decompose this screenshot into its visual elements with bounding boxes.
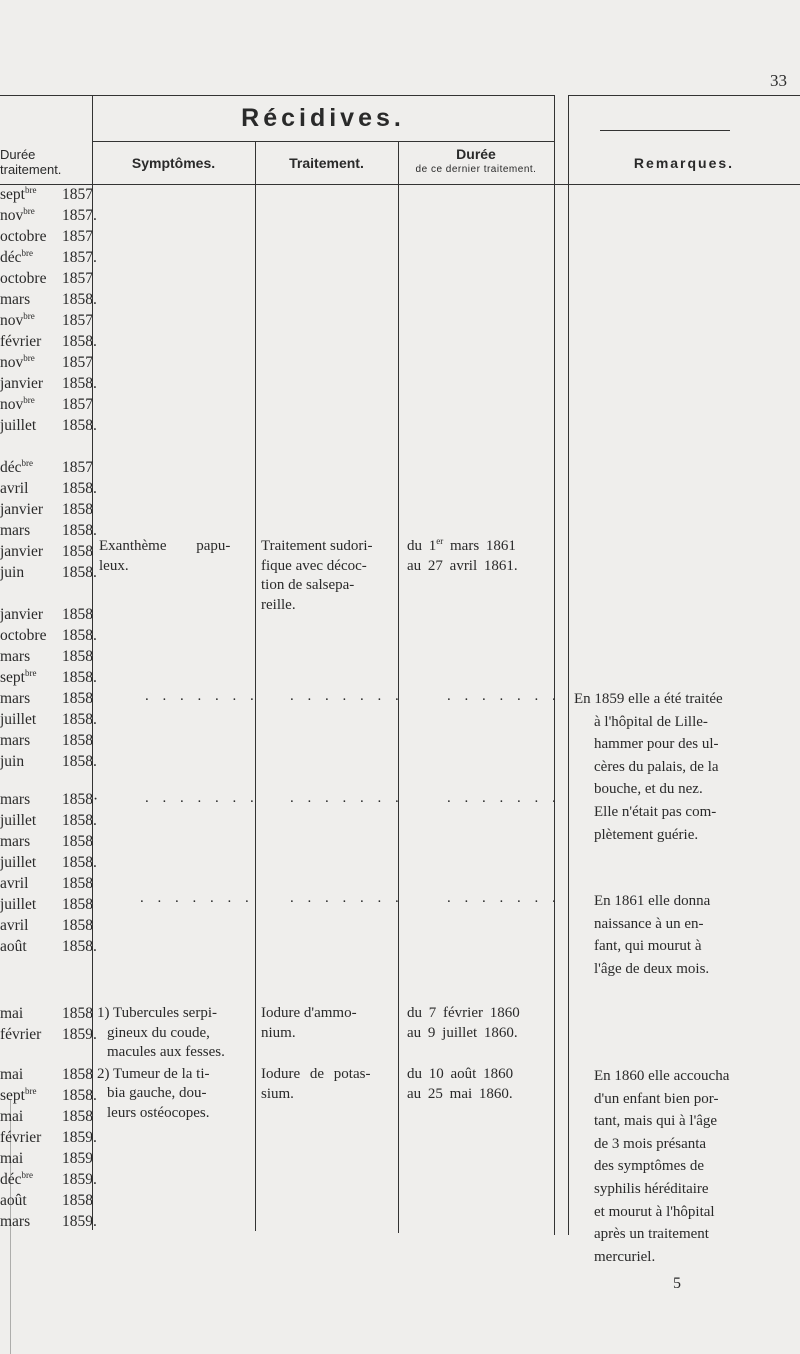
date-row bbox=[0, 353, 92, 373]
date-month-text: janvier bbox=[0, 543, 44, 560]
date-row bbox=[0, 1169, 97, 1190]
ellipsis: . . . . . . . bbox=[447, 790, 561, 806]
date-month-text: juillet bbox=[0, 711, 37, 728]
date-row bbox=[0, 374, 97, 394]
date-row bbox=[0, 479, 97, 499]
date-row bbox=[0, 416, 97, 436]
date-month-text: mai bbox=[0, 1108, 24, 1125]
date-row bbox=[0, 1212, 97, 1232]
remarques-line: après un traitement bbox=[594, 1226, 709, 1243]
date-row bbox=[0, 185, 92, 205]
date-year: 1857. bbox=[62, 207, 97, 224]
date-row bbox=[0, 332, 97, 352]
date-month bbox=[0, 290, 62, 310]
top-rule-right bbox=[568, 95, 800, 96]
date-year: 1858 bbox=[62, 501, 93, 518]
date-month-text: janvier bbox=[0, 606, 44, 623]
date-row bbox=[0, 731, 92, 751]
date-month bbox=[0, 185, 62, 205]
date-month-text: mai bbox=[0, 1066, 24, 1083]
date-month-text: février bbox=[0, 333, 42, 350]
date-month bbox=[0, 605, 62, 625]
date-year: 1858. bbox=[62, 1087, 97, 1104]
entry1-duree-sup: er bbox=[436, 536, 444, 546]
remarques-line: et mourut à l'hôpital bbox=[594, 1203, 715, 1220]
entry-last-duree-a bbox=[407, 1004, 554, 1043]
header-duree-left-line1: Durée bbox=[0, 147, 36, 162]
date-month-text: août bbox=[0, 1192, 27, 1209]
remarques-line: En 1861 elle donna bbox=[594, 893, 711, 909]
date-month bbox=[0, 227, 62, 247]
entry-last-symptomes-line: 2) Tumeur de la ti- bbox=[97, 1065, 210, 1082]
date-year: 1858. bbox=[62, 711, 97, 728]
date-month-text: mai bbox=[0, 1150, 24, 1167]
date-month-text: sept bbox=[0, 669, 25, 686]
date-year: 1857 bbox=[62, 459, 93, 476]
ellipsis: . . . . . . . bbox=[290, 790, 404, 806]
entry-last-traitement-a bbox=[261, 1004, 397, 1043]
ellipsis: . . . . . . . bbox=[447, 688, 561, 704]
date-month-text: déc bbox=[0, 1171, 22, 1188]
date-year: 1858 bbox=[62, 732, 93, 749]
remarques-line: En 1860 elle accoucha bbox=[594, 1068, 730, 1084]
date-month-sup: bre bbox=[23, 394, 35, 405]
entry-last-duree-line: au 25 mai 1860. bbox=[407, 1085, 513, 1102]
date-year: 1858. bbox=[62, 812, 97, 829]
date-row bbox=[0, 247, 97, 268]
date-row bbox=[0, 811, 97, 831]
date-year: 1858 bbox=[62, 1192, 93, 1209]
date-month bbox=[0, 1086, 62, 1106]
date-month-text: août bbox=[0, 938, 27, 955]
date-month bbox=[0, 752, 62, 772]
date-month bbox=[0, 916, 62, 936]
header-duree-line2: de ce dernier traitement. bbox=[415, 164, 537, 175]
top-rule bbox=[0, 95, 554, 96]
remarques-line: plètement guérie. bbox=[594, 826, 699, 843]
date-row bbox=[0, 832, 92, 852]
remarques-line: d'un enfant bien por- bbox=[594, 1090, 719, 1107]
entry-last-duree-line: au 9 juillet 1860. bbox=[407, 1024, 518, 1041]
date-year: 1858 bbox=[62, 833, 93, 850]
date-month-text: nov bbox=[0, 207, 24, 224]
date-row bbox=[0, 563, 97, 583]
remarques-line: l'âge de deux mois. bbox=[594, 960, 710, 977]
date-month bbox=[0, 710, 62, 730]
date-month-sup: bre bbox=[24, 667, 37, 678]
date-month bbox=[0, 458, 62, 478]
date-month-text: janvier bbox=[0, 501, 44, 518]
remarques-line: naissance à un en- bbox=[594, 915, 704, 932]
date-year: 1858. bbox=[62, 854, 97, 871]
entry1-traitement-line: tion de salsepa- bbox=[261, 577, 355, 593]
date-month-text: mars bbox=[0, 1213, 31, 1230]
date-row bbox=[0, 895, 92, 915]
ellipsis: . . . . . . . bbox=[447, 890, 561, 906]
date-month bbox=[0, 206, 62, 226]
entry-last-symptomes-line: leurs ostéocopes. bbox=[107, 1104, 210, 1121]
entry-last-duree-line: du 7 février 1860 bbox=[407, 1005, 520, 1021]
table-title: Récidives. bbox=[241, 104, 405, 132]
date-month-text: janvier bbox=[0, 375, 44, 392]
entry1-duree-post: mars 1861 bbox=[443, 538, 516, 554]
date-month bbox=[0, 937, 62, 957]
col-divider-4 bbox=[554, 95, 555, 1235]
date-row bbox=[0, 1107, 92, 1127]
ellipsis: . . . . . . . bbox=[145, 688, 259, 704]
date-month-sup: bre bbox=[23, 205, 35, 216]
entry-last-traitement-line: Iodure d'ammo- bbox=[261, 1005, 357, 1021]
date-month-text: juillet bbox=[0, 812, 37, 829]
date-row bbox=[0, 500, 92, 520]
date-year: 1858 bbox=[62, 690, 93, 707]
header-duree-line1: Durée bbox=[456, 146, 496, 162]
entry1-traitement-line: reille. bbox=[261, 596, 296, 613]
date-row bbox=[0, 689, 92, 709]
date-month-text: mars bbox=[0, 291, 31, 308]
date-year: 1858. bbox=[62, 417, 97, 434]
date-row bbox=[0, 521, 97, 541]
date-month bbox=[0, 1004, 62, 1024]
date-row bbox=[0, 937, 97, 957]
date-year: 1857 bbox=[62, 396, 93, 413]
entry-last-symptomes-line: 1) Tubercules serpi- bbox=[97, 1005, 217, 1021]
entry1-traitement-line: Traitement sudori- bbox=[261, 538, 373, 554]
entry-last-traitement-line: nium. bbox=[261, 1024, 296, 1041]
date-month-sup: bre bbox=[21, 1169, 34, 1180]
date-row bbox=[0, 311, 92, 331]
date-month-text: sept bbox=[0, 186, 25, 203]
date-month-text: mars bbox=[0, 791, 31, 808]
date-year: 1858. bbox=[62, 938, 97, 955]
entry1-traitement bbox=[261, 537, 397, 615]
short-rule bbox=[600, 130, 730, 131]
date-month bbox=[0, 395, 62, 415]
entry-last-traitement-b bbox=[261, 1065, 401, 1104]
date-month bbox=[0, 1149, 62, 1169]
page-number: 33 bbox=[770, 71, 787, 90]
date-year: 1857. bbox=[62, 249, 97, 266]
entry1-symptomes-line: leux. bbox=[99, 557, 129, 574]
date-month bbox=[0, 626, 62, 646]
date-row bbox=[0, 874, 92, 894]
date-month-text: mars bbox=[0, 690, 31, 707]
remarques-3 bbox=[578, 1065, 798, 1268]
date-month-text: mars bbox=[0, 648, 31, 665]
date-month bbox=[0, 563, 62, 583]
remarques-line: Elle n'était pas com- bbox=[594, 803, 717, 820]
date-row bbox=[0, 1085, 97, 1106]
header-remarques: Remarques. bbox=[633, 155, 735, 171]
date-year: 1858. bbox=[62, 291, 97, 308]
date-year: 1858. bbox=[62, 522, 97, 539]
date-month-text: octobre bbox=[0, 228, 47, 245]
date-year: 1859. bbox=[62, 1213, 97, 1230]
remarques-line: cères du palais, de la bbox=[594, 758, 719, 775]
date-month-text: juillet bbox=[0, 417, 37, 434]
date-month-text: sept bbox=[0, 1087, 25, 1104]
entry1-duree bbox=[407, 537, 554, 576]
date-month bbox=[0, 1128, 62, 1148]
remarques-1 bbox=[574, 688, 798, 846]
date-month bbox=[0, 1212, 62, 1232]
date-row bbox=[0, 1004, 92, 1024]
date-year: 1858. bbox=[62, 333, 97, 350]
header-traitement: Traitement. bbox=[289, 155, 364, 171]
date-year: 1859. bbox=[62, 1129, 97, 1146]
date-month-text: avril bbox=[0, 917, 29, 934]
date-row bbox=[0, 916, 92, 936]
date-year: 1858 bbox=[62, 1108, 93, 1125]
date-month bbox=[0, 521, 62, 541]
date-year: 1858 bbox=[62, 1005, 93, 1022]
date-year: 1858 bbox=[62, 896, 93, 913]
date-month-sup: bre bbox=[23, 310, 35, 321]
date-month-text: nov bbox=[0, 396, 24, 413]
date-month bbox=[0, 479, 62, 499]
date-month bbox=[0, 416, 62, 436]
remarques-line: à l'hôpital de Lille- bbox=[594, 713, 708, 730]
footer-number: 5 bbox=[673, 1275, 681, 1292]
date-row bbox=[0, 647, 92, 667]
date-year: 1858 bbox=[62, 917, 93, 934]
title-rule bbox=[92, 141, 554, 142]
date-month bbox=[0, 689, 62, 709]
date-month-text: octobre bbox=[0, 627, 47, 644]
entry1-duree-pre: du 1 bbox=[407, 538, 437, 554]
date-row bbox=[0, 1128, 97, 1148]
date-row bbox=[0, 227, 92, 247]
remarques-line: bouche, et du nez. bbox=[594, 781, 703, 798]
date-year: 1858 bbox=[62, 875, 93, 892]
date-row bbox=[0, 752, 97, 772]
header-symptomes: Symptômes. bbox=[131, 155, 216, 171]
entry1-symptomes bbox=[99, 537, 249, 576]
date-year: 1858. bbox=[62, 480, 97, 497]
entry1-symptomes-line: Exanthème papu- bbox=[99, 538, 231, 554]
date-month-text: février bbox=[0, 1129, 42, 1146]
date-year: 1858 bbox=[62, 648, 93, 665]
date-row bbox=[0, 626, 97, 646]
date-month-sup: bre bbox=[24, 184, 37, 195]
date-month bbox=[0, 853, 62, 873]
date-month-text: juillet bbox=[0, 896, 37, 913]
date-row bbox=[0, 269, 92, 289]
ellipsis: . . . . . . . bbox=[290, 688, 404, 704]
entry1-duree-line: au 27 avril 1861. bbox=[407, 557, 518, 574]
date-month bbox=[0, 1191, 62, 1211]
date-row bbox=[0, 458, 92, 478]
remarques-line: syphilis héréditaire bbox=[594, 1180, 709, 1197]
date-month bbox=[0, 1107, 62, 1127]
date-month-text: nov bbox=[0, 354, 24, 371]
date-year: 1858. bbox=[62, 627, 97, 644]
ellipsis: . . . . . . . bbox=[140, 890, 254, 906]
date-month-text: juin bbox=[0, 564, 25, 581]
entry-last-symptomes-line: bia gauche, dou- bbox=[107, 1085, 207, 1101]
date-row bbox=[0, 853, 97, 873]
date-month-sup: bre bbox=[24, 1085, 37, 1096]
remarques-line: fant, qui mourut à bbox=[594, 938, 702, 955]
date-month bbox=[0, 811, 62, 831]
ellipsis: . . . . . . . bbox=[290, 890, 404, 906]
entry-last-symptomes-line: macules aux fesses. bbox=[107, 1044, 225, 1060]
date-row bbox=[0, 790, 99, 810]
date-year: 1858 bbox=[62, 1066, 93, 1083]
remarques-line: En 1859 elle a été traitée bbox=[574, 691, 723, 707]
remarques-line: tant, mais qui à l'âge bbox=[594, 1113, 718, 1130]
date-month bbox=[0, 668, 62, 688]
date-year: 1857 bbox=[62, 228, 93, 245]
date-month bbox=[0, 1170, 62, 1190]
date-month bbox=[0, 647, 62, 667]
date-year: 1857 bbox=[62, 186, 93, 203]
date-year: 1857 bbox=[62, 270, 93, 287]
date-month bbox=[0, 353, 62, 373]
remarques-2 bbox=[578, 890, 798, 980]
remarques-line: hammer pour des ul- bbox=[594, 736, 719, 753]
date-month bbox=[0, 248, 62, 268]
date-month bbox=[0, 874, 62, 894]
date-row bbox=[0, 1191, 92, 1211]
date-row bbox=[0, 667, 97, 688]
date-row bbox=[0, 605, 92, 625]
date-month bbox=[0, 542, 62, 562]
date-year: 1857 bbox=[62, 312, 93, 329]
date-month bbox=[0, 1025, 62, 1045]
date-row bbox=[0, 290, 97, 310]
date-year: 1858 bbox=[62, 543, 93, 560]
date-month-text: avril bbox=[0, 875, 29, 892]
remarques-line: des symptômes de bbox=[594, 1158, 704, 1175]
remarques-line: de 3 mois présanta bbox=[594, 1135, 707, 1152]
date-month-text: déc bbox=[0, 249, 22, 266]
date-month-text: octobre bbox=[0, 270, 47, 287]
date-month bbox=[0, 832, 62, 852]
date-year: 1859 bbox=[62, 1150, 93, 1167]
entry-last-symptomes bbox=[97, 1004, 254, 1123]
date-row bbox=[0, 1149, 92, 1169]
date-month-text: déc bbox=[0, 459, 22, 476]
header-rule bbox=[0, 184, 800, 185]
date-row bbox=[0, 710, 97, 730]
date-year: 1858 bbox=[62, 606, 93, 623]
date-month bbox=[0, 311, 62, 331]
date-year: 1858· bbox=[62, 791, 99, 808]
col-divider-5 bbox=[568, 95, 569, 1235]
date-year: 1857 bbox=[62, 354, 93, 371]
date-year: 1858. bbox=[62, 375, 97, 392]
remarques-line: mercuriel. bbox=[594, 1248, 656, 1265]
entry-last-duree-b bbox=[407, 1065, 554, 1104]
date-month-text: mars bbox=[0, 732, 31, 749]
date-year: 1858. bbox=[62, 564, 97, 581]
entry-last-traitement-line: sium. bbox=[261, 1085, 294, 1102]
date-row bbox=[0, 205, 97, 226]
date-month-sup: bre bbox=[21, 247, 34, 258]
date-month-sup: bre bbox=[23, 352, 35, 363]
date-month-text: mars bbox=[0, 833, 31, 850]
date-row bbox=[0, 395, 92, 415]
date-month bbox=[0, 1065, 62, 1085]
date-year: 1858. bbox=[62, 669, 97, 686]
date-month-text: avril bbox=[0, 480, 29, 497]
entry-last-duree-line: du 10 août 1860 bbox=[407, 1066, 514, 1082]
entry-last-symptomes-line: gineux du coude, bbox=[107, 1024, 210, 1041]
entry1-traitement-line: fique avec décoc- bbox=[261, 557, 367, 574]
date-month bbox=[0, 374, 62, 394]
header-duree-left bbox=[0, 147, 61, 177]
date-year: 1858. bbox=[62, 753, 97, 770]
date-row bbox=[0, 1065, 92, 1085]
entry-last-traitement-line: Iodure de potas- bbox=[261, 1066, 371, 1082]
date-month bbox=[0, 731, 62, 751]
date-month bbox=[0, 269, 62, 289]
date-month-text: nov bbox=[0, 312, 24, 329]
date-month bbox=[0, 895, 62, 915]
entry1-duree-line bbox=[407, 537, 554, 557]
date-year: 1859. bbox=[62, 1026, 97, 1043]
col-divider-2 bbox=[255, 141, 256, 1231]
date-year: 1859. bbox=[62, 1171, 97, 1188]
date-row bbox=[0, 542, 92, 562]
date-month bbox=[0, 332, 62, 352]
date-month-text: juin bbox=[0, 753, 25, 770]
date-month-text: février bbox=[0, 1026, 42, 1043]
date-row bbox=[0, 1025, 97, 1045]
date-month bbox=[0, 790, 62, 810]
date-month-text: mars bbox=[0, 522, 31, 539]
date-month bbox=[0, 500, 62, 520]
ellipsis: . . . . . . . bbox=[145, 790, 259, 806]
header-duree-left-line2: traitement. bbox=[0, 162, 62, 177]
date-month-sup: bre bbox=[21, 457, 34, 468]
date-month-text: juillet bbox=[0, 854, 37, 871]
date-month-text: mai bbox=[0, 1005, 24, 1022]
header-duree bbox=[398, 146, 554, 178]
